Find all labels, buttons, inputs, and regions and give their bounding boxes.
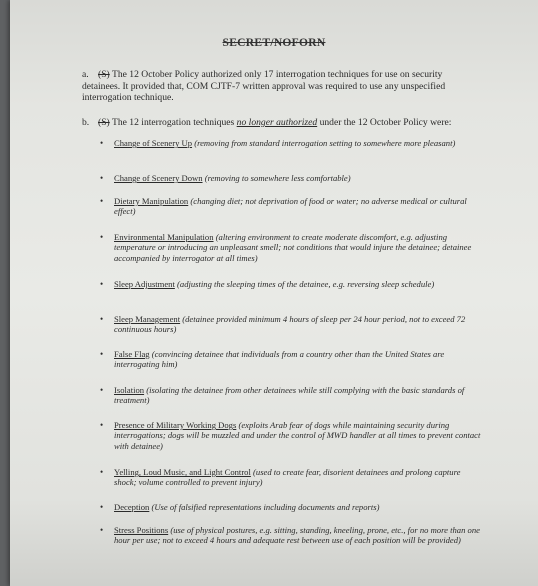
technique-description: (isolating the detainee from other detainees while still complying with the basic standards of treatment) [114, 385, 465, 406]
technique-term: False Flag [114, 349, 150, 359]
paragraph-b [82, 117, 482, 129]
technique-term: Stress Positions [114, 525, 169, 535]
list-item [100, 279, 484, 289]
bullet-icon: • [100, 279, 104, 289]
technique-term: Deception [114, 502, 150, 512]
list-item [100, 232, 484, 263]
document-page [10, 0, 538, 586]
paragraph-b-text-after: under the 12 October Policy were: [319, 117, 452, 128]
technique-description: (changing diet; not deprivation of food or water; no adverse medical or cultural effect) [114, 196, 467, 217]
paragraph-b-emphasis: no longer authorized [236, 117, 318, 128]
technique-description: (convincing detainee that individuals from a country other than the United States are interrogating him) [114, 349, 445, 370]
bullet-icon: • [100, 314, 104, 324]
technique-description: (exploits Arab fear of dogs while maintaining security during interrogations; dogs will be muzzled and under the control of MWD handler at all times to prevent contact with detainee) [114, 420, 481, 451]
technique-description: (used to create fear, disorient detainees and prolong capture shock; volume controlled to prevent injury) [114, 467, 461, 488]
list-item [100, 138, 484, 148]
technique-description: (removing from standard interrogation setting to somewhere more pleasant) [194, 138, 456, 148]
technique-term: Sleep Adjustment [114, 279, 175, 289]
bullet-icon: • [100, 196, 104, 206]
list-item [100, 525, 484, 546]
bullet-icon: • [100, 502, 104, 512]
technique-description: (Use of falsified representations including documents and reports) [151, 502, 380, 512]
bullet-icon: • [100, 173, 104, 183]
list-item [100, 420, 484, 451]
paragraph-a-marker: a. [82, 69, 89, 80]
technique-description: (altering environment to create moderate discomfort, e.g. adjusting temperature or introducing an unpleasant smell; not conditions that would injure the detainee; detainee accompanied by interrogator at all times) [114, 232, 472, 263]
technique-description: (adjusting the sleeping times of the detainee, e.g. reversing sleep schedule) [177, 279, 435, 289]
list-item [100, 349, 484, 370]
technique-term: Presence of Military Working Dogs [114, 420, 237, 430]
technique-term: Change of Scenery Down [114, 173, 203, 183]
paragraph-b-text-before: The 12 interrogation techniques [111, 117, 235, 128]
technique-description: (detainee provided minimum 4 hours of sleep per 24 hour period, not to exceed 72 continuous hours) [114, 314, 466, 335]
paragraph-b-marker: b. [82, 117, 90, 128]
list-item [100, 196, 484, 217]
technique-description: (use of physical postures, e.g. sitting, standing, kneeling, prone, etc., for no more than one hour per use; not to exceed 4 hours and adequate rest between use of each position will be provided) [114, 525, 480, 546]
bullet-icon: • [100, 467, 104, 477]
technique-term: Sleep Management [114, 314, 181, 324]
technique-term: Environmental Manipulation [114, 232, 214, 242]
technique-term: Dietary Manipulation [114, 196, 189, 206]
bullet-icon: • [100, 385, 104, 395]
list-item [100, 173, 484, 183]
list-item [100, 467, 484, 488]
technique-term: Change of Scenery Up [114, 138, 193, 148]
bullet-icon: • [100, 138, 104, 148]
paragraph-a-text: The 12 October Policy authorized only 17 interrogation techniques for use on security detainees. It provided that, COM CJTF-7 written approval was required to use any unspecified interrogation technique. [82, 69, 446, 103]
list-item [100, 502, 484, 512]
technique-term: Isolation [114, 385, 145, 395]
bullet-icon: • [100, 420, 104, 430]
paragraph-b-classification-mark: (S) [98, 117, 110, 128]
bullet-icon: • [100, 525, 104, 535]
technique-description: (removing to somewhere less comfortable) [204, 173, 351, 183]
paragraph-a-classification-mark: (S) [98, 69, 110, 80]
paragraph-a [82, 69, 482, 104]
classification-header: SECRET/NOFORN [222, 37, 326, 49]
bullet-icon: • [100, 349, 104, 359]
bullet-icon: • [100, 232, 104, 242]
list-item [100, 314, 484, 335]
technique-term: Yelling, Loud Music, and Light Control [114, 467, 251, 477]
list-item [100, 385, 484, 406]
